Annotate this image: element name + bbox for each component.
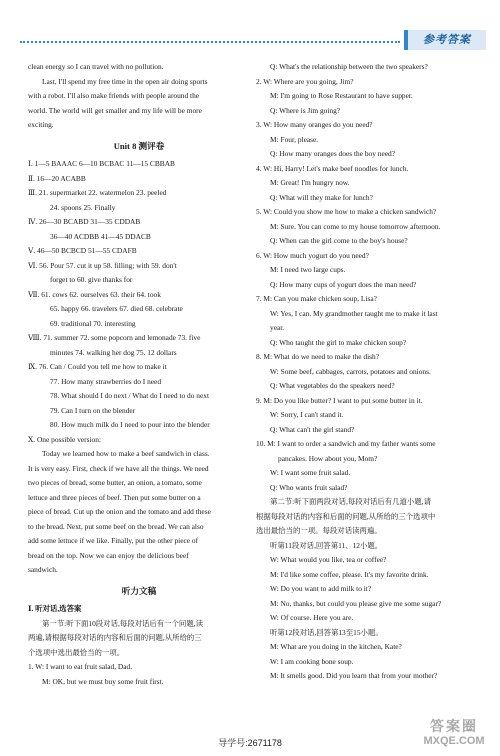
text-line: add some lettuce if we like. Finally, put the other piece of (28, 536, 199, 545)
text-line: Last, I'll spend my free time in the open air doing sports (42, 76, 208, 86)
text-line: M: Four, please. (270, 134, 319, 144)
text-line: Q: What vegetables do the speakers need? (270, 381, 395, 390)
text-line: M: I need two large cups. (270, 265, 346, 274)
text-line: Ⅶ. 61. cows 62. ourselves 63. their 64. took (28, 289, 161, 299)
text-line: 两遍,请根据每段对话的内容和后面的问题,从所给的三 (28, 633, 202, 642)
text-line: M: It smells good. Did you learn that from your mother? (270, 671, 438, 680)
text-line: 听第12段对话,回答第13至15小题。 (270, 627, 383, 637)
text-line: W: Do you want to add milk to it? (270, 584, 372, 593)
text-line: W: I want some fruit salad. (270, 468, 351, 477)
text-line: lettuce and three pieces of beef. Then put some butter on a (28, 492, 201, 502)
text-line: 个选项中选出最恰当的一项。 (28, 647, 125, 657)
text-line: 24. spoons 25. Finally (50, 202, 116, 212)
text-line: Ⅲ. 21. supermarket 22. watermelon 23. peeled (28, 188, 167, 197)
watermark-line-2: MXQE.COM (423, 735, 485, 747)
text-line: M: I'd like some coffee, please. It's my favorite drink. (270, 569, 429, 579)
text-line: M: Great! I'm hungry now. (270, 178, 350, 187)
text-line: forget to 60. give thanks for (50, 275, 133, 284)
text-line: clean energy so I can travel with no pollution. (28, 62, 164, 71)
text-line: bread on the top. Now we can enjoy the delicious beef (28, 550, 189, 560)
text-line: Today we learned how to make a beef sandwich in class. (42, 449, 210, 458)
right-column (256, 60, 474, 684)
text-line: 4. W: Hi, Harry! Let's make beef noodles for lunch. (256, 163, 409, 173)
text-line: 第一节:听下面10段对话,每段对话后有一个问题,读 (42, 618, 203, 628)
text-line: Ⅹ. One possible version: (28, 434, 102, 444)
text-line: Q: When can the girl come to the boy's house? (270, 236, 408, 245)
text-line: Q: What can't the girl stand? (270, 424, 355, 434)
text-line: Q: Who taught the girl to make chicken soup? (270, 337, 407, 347)
text-line: W: Yes, I can. My grandmother taught me to make it last (270, 308, 438, 318)
text-line: 2. W: Where are you going, Jim? (256, 76, 354, 86)
text-line: Ⅷ. 71. summer 72. some popcorn and lemonade 73. five (28, 333, 201, 342)
header-badge: 参考答案 (404, 30, 486, 50)
text-line: Q: Where is Jim going? (270, 105, 341, 115)
text-line: 9. M: Do you like butter? I want to put some butter in it. (256, 395, 423, 405)
text-line: minutes 74. walking her dog 75. 12 dollars (50, 347, 177, 357)
text-line: two pieces of bread, some butter, an onion, a tomato, some (28, 478, 202, 487)
text-line: Ⅳ. 26—30 BCABD 31—35 CDDAB (28, 217, 141, 226)
text-line: 65. happy 66. travelers 67. died 68. celebrate (50, 304, 183, 313)
text-line: exciting. (28, 120, 54, 129)
text-line: 79. Can I turn on the blender (50, 405, 136, 415)
text-line: Ⅴ. 46—50 BCBCD 51—55 CDAFB (28, 246, 137, 255)
text-line: world. The world will get smaller and my life will be more (28, 105, 202, 115)
text-line: 80. How much milk do I need to pour into the blender (50, 420, 210, 429)
text-line: 78. What should I do next / What do I need to do next (50, 391, 210, 400)
text-line: M: I'm going to Rose Restaurant to have supper. (270, 91, 413, 100)
text-line: 3. W: How many oranges do you need? (256, 120, 373, 129)
text-line: 听第11段对话,回答第11、12小题。 (270, 540, 383, 550)
text-line: Q: What will they make for lunch? (270, 192, 373, 202)
text-line: W: Sorry, I can't stand it. (270, 410, 344, 419)
text-line: year. (270, 323, 285, 332)
text-line: sandwich. (28, 565, 58, 574)
text-line: W: What would you like, tea or coffee? (270, 555, 387, 564)
text-line: M: OK, but we must buy some fruit first. (42, 676, 164, 686)
text-line: M: Sure. You can come to my house tomorrow afternoon. (270, 221, 441, 231)
text-line: to the bread. Next, put some beef on the bread. We can also (28, 521, 204, 531)
section-heading: Unit 8 测评卷 (113, 140, 165, 151)
text-line: 5. W: Could you show me how to make a chicken sandwich? (256, 207, 437, 216)
text-line: 36—40 ACDBB 41—45 DDACB (50, 231, 151, 241)
text-line: It is very easy. First, check if we have all the things. We need (28, 463, 209, 473)
page-header (0, 0, 500, 48)
text-line: Ⅰ. 1—5 BAAAC 6—10 BCBAC 11—15 CBBAB (28, 159, 175, 168)
header-dotted-rule (20, 41, 400, 43)
section-heading: 听力文稿 (121, 585, 157, 596)
page-footer: 导学号:2671178 (218, 738, 282, 748)
text-line: piece of bread. Cut up the onion and the tomato and add these (28, 507, 211, 516)
text-line: W: I am cooking bone soup. (270, 656, 354, 666)
text-line: Ⅵ. 56. Pour 57. cut it up 58. filling; with 59. don't (28, 260, 177, 270)
watermark (414, 718, 494, 750)
text-line: 8. M: What do we need to make the dish? (256, 352, 380, 361)
text-line: Ⅱ. 16—20 ACABB (28, 173, 86, 183)
text-line: 77. How many strawberries do I need (50, 376, 162, 386)
text-line: 6. W: How much yogurt do you need? (256, 250, 369, 260)
text-line: Ⅰ. 听对话,选答案 (28, 604, 82, 613)
text-line: 1. W: I want to eat fruit salad, Dad. (28, 662, 133, 671)
text-line: Q: Who wants fruit salad? (270, 482, 348, 492)
text-line: Ⅸ. 76. Can / Could you tell me how to make it (28, 362, 167, 371)
text-line: W: Of course. Here you are. (270, 613, 354, 622)
text-line: Q: How many oranges does the boy need? (270, 149, 395, 158)
left-column (28, 60, 250, 689)
text-line: 根据每段对话的内容和后面的问题,从所给的三个选项中 (256, 511, 436, 521)
text-line: M: No, thanks, but could you please give me some sugar? (270, 598, 442, 608)
text-line: pancakes. How about you, Mom? (278, 453, 378, 463)
text-line: 7. M: Can you make chicken soup, Lisa? (256, 294, 377, 303)
text-line: 第二节:听下面两段对话,每段对话后有几道小题,请 (270, 497, 431, 506)
text-line: Q: How many cups of yogurt does the man need? (270, 279, 417, 289)
text-line: M: What are you doing in the kitchen, Kate? (270, 642, 402, 651)
text-line: W: Some beef, cabbages, carrots, potatoes and onions. (270, 366, 431, 376)
text-line: 69. traditional 70. interesting (50, 318, 136, 328)
text-line: with a robot. I'll also make friends with people around the (28, 91, 200, 100)
text-line: 选出最恰当的一项。每段对话读两遍。 (256, 526, 382, 535)
watermark-line-1: 答案圈 (430, 718, 478, 734)
text-line: Q: What's the relationship between the two speakers? (270, 62, 428, 71)
text-line: 10. M: I want to order a sandwich and my father wants some (256, 439, 436, 448)
